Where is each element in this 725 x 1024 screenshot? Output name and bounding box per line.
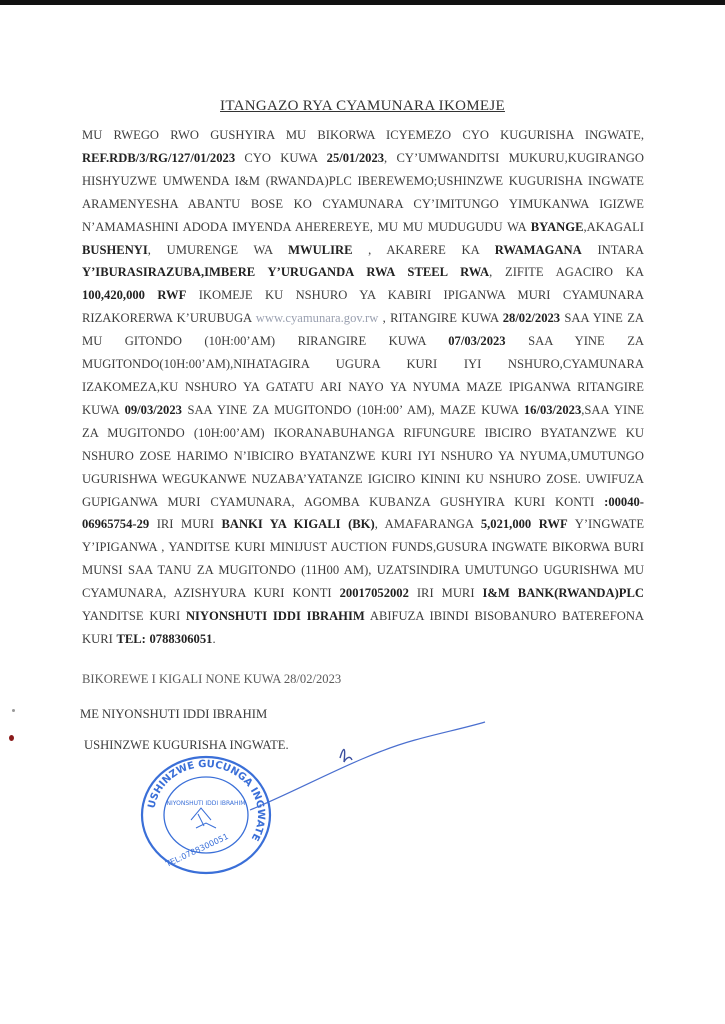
date-line: BIKOREWE I KIGALI NONE KUWA 28/02/2023 — [82, 672, 342, 686]
bold-segment: RWAMAGANA — [494, 242, 582, 257]
signer-role: USHINZWE KUGURISHA INGWATE. — [84, 738, 289, 752]
bold-segment: 09/03/2023 — [124, 402, 182, 417]
text-segment: IRI MURI — [408, 586, 483, 601]
text-segment: IRI MURI — [149, 517, 222, 532]
top-edge-bar — [0, 0, 725, 5]
bold-segment: 20017052002 — [339, 586, 409, 601]
bold-segment: 100,420,000 RWF — [82, 288, 187, 303]
website-link[interactable]: www.cyamunara.gov.rw — [255, 311, 379, 326]
bold-segment: 07/03/2023 — [448, 334, 506, 349]
text-segment: ,AKAGALI — [583, 219, 644, 234]
text-segment: , UMURENGE WA — [147, 242, 289, 257]
announcement-body — [82, 124, 644, 651]
red-margin-mark — [9, 735, 14, 741]
text-segment: , AKARERE KA — [352, 242, 495, 257]
text-segment: SAA YINE ZA MUGITONDO (10H:00’ AM), MAZE KUWA — [181, 402, 524, 417]
official-stamp — [136, 750, 276, 880]
bold-segment: TEL: 0788306051 — [116, 631, 213, 646]
text-segment: , RITANGIRE KUWA — [378, 311, 503, 326]
signer-name: ME NIYONSHUTI IDDI IBRAHIM — [80, 707, 268, 721]
bold-segment: I&M BANK(RWANDA)PLC — [482, 586, 644, 601]
text-segment: , ZIFITE AGACIRO KA — [489, 265, 644, 280]
bold-segment: BUSHENYI — [82, 242, 148, 257]
text-segment: YANDITSE KURI — [82, 609, 186, 624]
text-segment: MU RWEGO RWO GUSHYIRA MU BIKORWA ICYEMEZO CYO KUGURISHA INGWATE, — [82, 128, 644, 142]
bold-segment: 28/02/2023 — [502, 311, 561, 326]
text-segment: SAA YINE ZA MU GITONDO (10H:00’AM) RIRANGIRE KUWA — [82, 311, 644, 349]
bold-segment: REF.RDB/3/RG/127/01/2023 — [82, 150, 236, 165]
bold-segment: 5,021,000 RWF — [480, 517, 568, 532]
text-segment: Y’INGWATE Y’IPIGANWA , YANDITSE KURI MINIJUST AUCTION FUNDS,GUSURA INGWATE BIKORWA BURI MUNSI SAA TANU ZA MUGITONDO (11H00 AM), UZATSINDIRA UMUTUNGO UGURISHWA MU CYAMUNARA, AZISHYURA KURI KONTI — [82, 517, 645, 601]
text-segment: , AMAFARANGA — [374, 517, 481, 532]
signature-scribble — [240, 700, 490, 820]
bold-segment: NIYONSHUTI IDDI IBRAHIM — [185, 609, 365, 624]
document-title: ITANGAZO RYA CYAMUNARA IKOMEJE — [220, 98, 505, 114]
bold-segment: :00040-06965754-29 — [82, 494, 644, 532]
text-segment: IKOMEJE KU NSHURO YA KABIRI IPIGANWA MURI CYAMUNARA RIZAKORERWA K’URUBUGA — [82, 288, 644, 326]
stamp-phone-text: TEL:0788300051 — [164, 831, 230, 869]
bold-segment: Y’IBURASIRAZUBA,IMBERE Y’URUGANDA RWA STEEL RWA — [82, 265, 490, 280]
bold-segment: BYANGE — [530, 219, 584, 234]
text-segment: CYO KUWA — [235, 150, 327, 165]
text-segment: , CY’UMWANDITSI MUKURU,KUGIRANGO HISHYUZWE UMWENDA I&M (RWANDA)PLC IBEREWEMO;USHINZWE KUGURISHA INGWATE ARAMENYESHA ABANTU BOSE KO CYAMUNARA CY’IMITUNGO YIMUKANWA IGIZWE N’AMAMASHINI ADODA IMYENDA AHEREREYE, MU MU MUDUGUDU WA — [82, 150, 644, 234]
bold-segment: BANKI YA KIGALI (BK) — [221, 517, 375, 532]
text-segment: INTARA — [581, 242, 645, 257]
text-segment: . — [212, 631, 216, 646]
bold-segment: 25/01/2023 — [326, 150, 385, 165]
text-segment: ,SAA YINE ZA MUGITONDO (10H:00’AM) IKORANABUHANGA RIFUNGURE IBICIRO BYATANZWE KU NSHURO ZOSE HARIMO N’IBICIRO BYATANZWE KURI IYI NSHURO YA NYUMA,UMUTUNGO UGURISHWA WEGUKANWE NUZABA’YATANZE IGICIRO KININI KU NSHURO ZOSE. UWIFUZA GUPIGANWA MURI CYAMUNARA, AGOMBA KUBANZA GUSHYIRA KURI KONTI — [82, 402, 644, 509]
stamp-inner-text: NIYONSHUTI IDDI IBRAHIM — [166, 800, 246, 807]
text-segment: ABIFUZA IBINDI BISOBANURO BATEREFONA KURI — [82, 609, 645, 646]
bold-segment: 16/03/2023 — [523, 402, 582, 417]
margin-dot — [12, 709, 15, 712]
bold-segment: MWULIRE — [288, 242, 353, 257]
text-segment: SAA YINE ZA MUGITONDO(10H:00’AM),NIHATAGIRA UGURA KURI IYI NSHURO,CYAMUNARA IZAKOMEZA,KU NSHURO YA GATATU ARI NAYO YA NYUMA MAZE IPIGANWA RITANGIRE KUWA — [82, 334, 645, 417]
stamp-ring-text: USHINZWE GUCUNGA INGWATE — [146, 758, 267, 843]
